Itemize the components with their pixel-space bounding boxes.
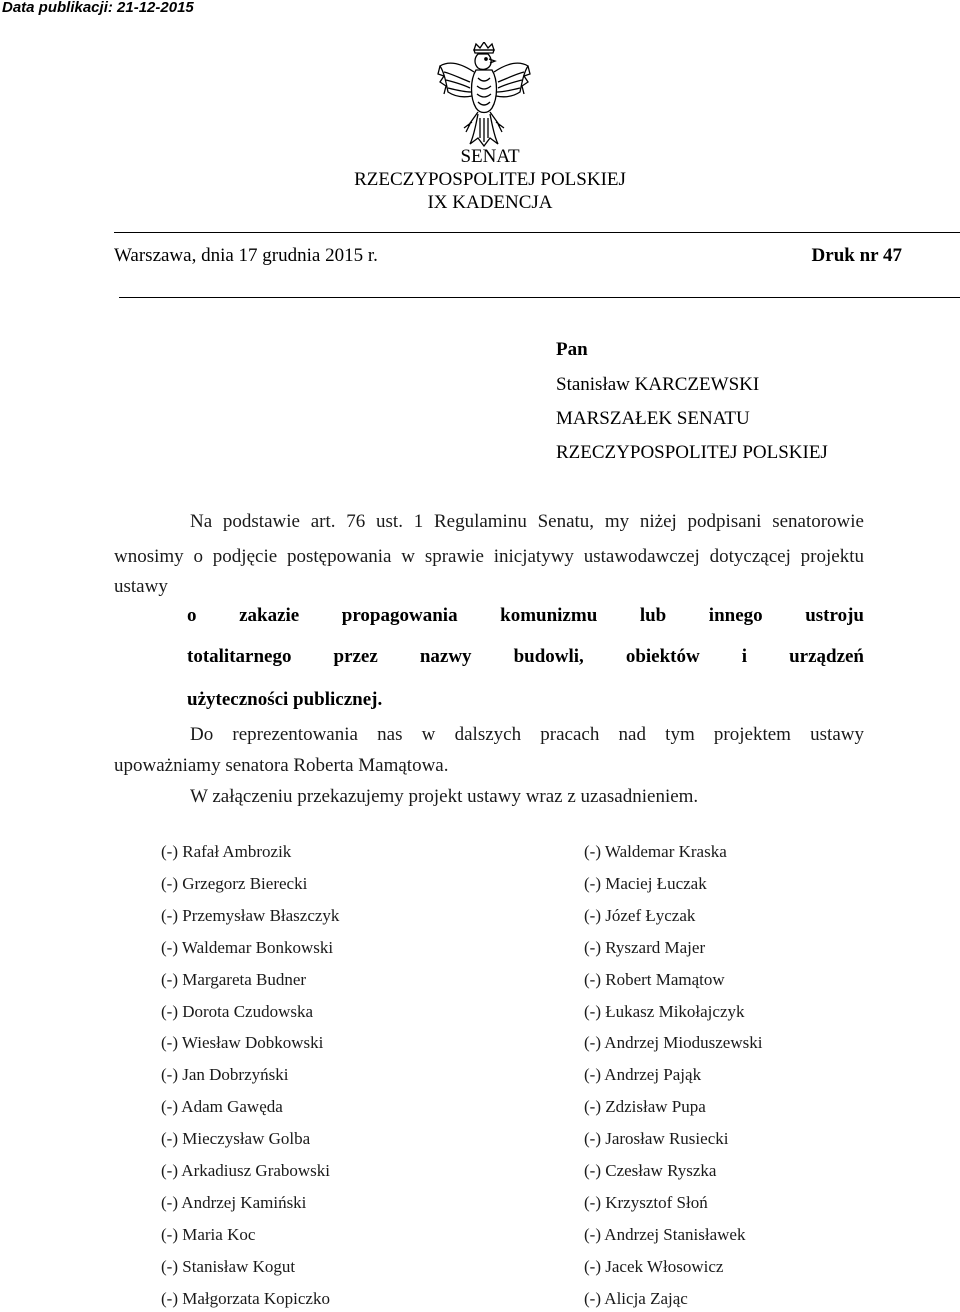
signatory-name: (-) Zdzisław Pupa — [584, 1097, 706, 1117]
signatory-name: (-) Krzysztof Słoń — [584, 1192, 708, 1212]
header-senat: SENAT — [460, 146, 520, 167]
paragraph-2-line-1: Do reprezentowania nas w dalszych pracach nad tym projektem ustawy — [190, 724, 864, 745]
addressee-title: MARSZAŁEK SENATU — [556, 408, 750, 429]
signatory-name: (-) Czesław Ryszka — [584, 1161, 717, 1180]
addressee-org: RZECZYPOSPOLITEJ POLSKIEJ — [556, 442, 828, 463]
paragraph-1-line-2: wnosimy o podjęcie postępowania w sprawie inicjatywy ustawodawczej dotyczącej projektu — [114, 546, 864, 567]
signatory-name: (-) Adam Gawęda — [161, 1097, 283, 1117]
signatory-name: (-) Waldemar Kraska — [584, 842, 727, 861]
signatory-name: (-) Dorota Czudowska — [161, 1001, 314, 1021]
signatory-name: (-) Jan Dobrzyński — [161, 1065, 289, 1085]
signatory-name: (-) Stanisław Kogut — [161, 1256, 296, 1276]
signatory-name: (-) Robert Mamątow — [584, 969, 725, 989]
signatory-name: (-) Arkadiusz Grabowski — [161, 1161, 331, 1180]
header-term: IX KADENCJA — [427, 192, 553, 213]
signatory-name: (-) Jacek Włosowicz — [584, 1256, 724, 1276]
signatory-name: (-) Przemysław Błaszczyk — [161, 905, 340, 925]
signatory-name: (-) Rafał Ambrozik — [161, 842, 292, 861]
print-number: Druk nr 47 — [811, 245, 902, 266]
signatory-name: (-) Andrzej Kamiński — [161, 1192, 307, 1212]
signatory-name: (-) Józef Łyczak — [584, 905, 696, 925]
divider-bottom — [119, 297, 960, 298]
paragraph-3: W załączeniu przekazujemy projekt ustawy wraz z uzasadnieniem. — [190, 786, 699, 807]
polish-eagle-emblem — [436, 42, 532, 147]
publication-date: Data publikacji: 21-12-2015 — [2, 0, 194, 16]
signatory-name: (-) Alicja Zając — [584, 1288, 688, 1308]
signatory-name: (-) Wiesław Dobkowski — [161, 1033, 324, 1053]
addressee-salutation: Pan — [556, 339, 588, 360]
signatory-name: (-) Margareta Budner — [161, 969, 307, 989]
signatory-name: (-) Andrzej Mioduszewski — [584, 1033, 763, 1053]
bill-title-line-1: o zakazie propagowania komunizmu lub innego ustroju — [187, 605, 864, 626]
bill-title-line-3: użyteczności publicznej. — [187, 689, 383, 710]
addressee-name: Stanisław KARCZEWSKI — [556, 374, 760, 395]
paragraph-1-line-3: ustawy — [114, 576, 168, 597]
signatory-name: (-) Łukasz Mikołajczyk — [584, 1001, 745, 1021]
signatory-name: (-) Maciej Łuczak — [584, 873, 707, 893]
header-republic: RZECZYPOSPOLITEJ POLSKIEJ — [354, 169, 626, 190]
signatory-name: (-) Waldemar Bonkowski — [161, 937, 334, 957]
paragraph-2-line-2: upoważniamy senatora Roberta Mamątowa. — [114, 755, 449, 776]
signatory-name: (-) Mieczysław Golba — [161, 1129, 311, 1149]
bill-title-line-2: totalitarnego przez nazwy budowli, obiektów i urządzeń — [187, 646, 864, 667]
signatory-name: (-) Maria Koc — [161, 1224, 256, 1244]
signatory-name: (-) Andrzej Stanisławek — [584, 1224, 746, 1244]
signatory-name: (-) Grzegorz Bierecki — [161, 873, 308, 893]
signatory-name: (-) Jarosław Rusiecki — [584, 1129, 729, 1149]
signatory-name: (-) Ryszard Majer — [584, 937, 706, 957]
dateline: Warszawa, dnia 17 grudnia 2015 r. — [114, 245, 378, 266]
divider-top — [114, 232, 960, 233]
paragraph-1-line-1: Na podstawie art. 76 ust. 1 Regulaminu Senatu, my niżej podpisani senatorowie — [190, 511, 864, 532]
signatory-name: (-) Małgorzata Kopiczko — [161, 1288, 330, 1308]
signatory-name: (-) Andrzej Pająk — [584, 1065, 702, 1085]
